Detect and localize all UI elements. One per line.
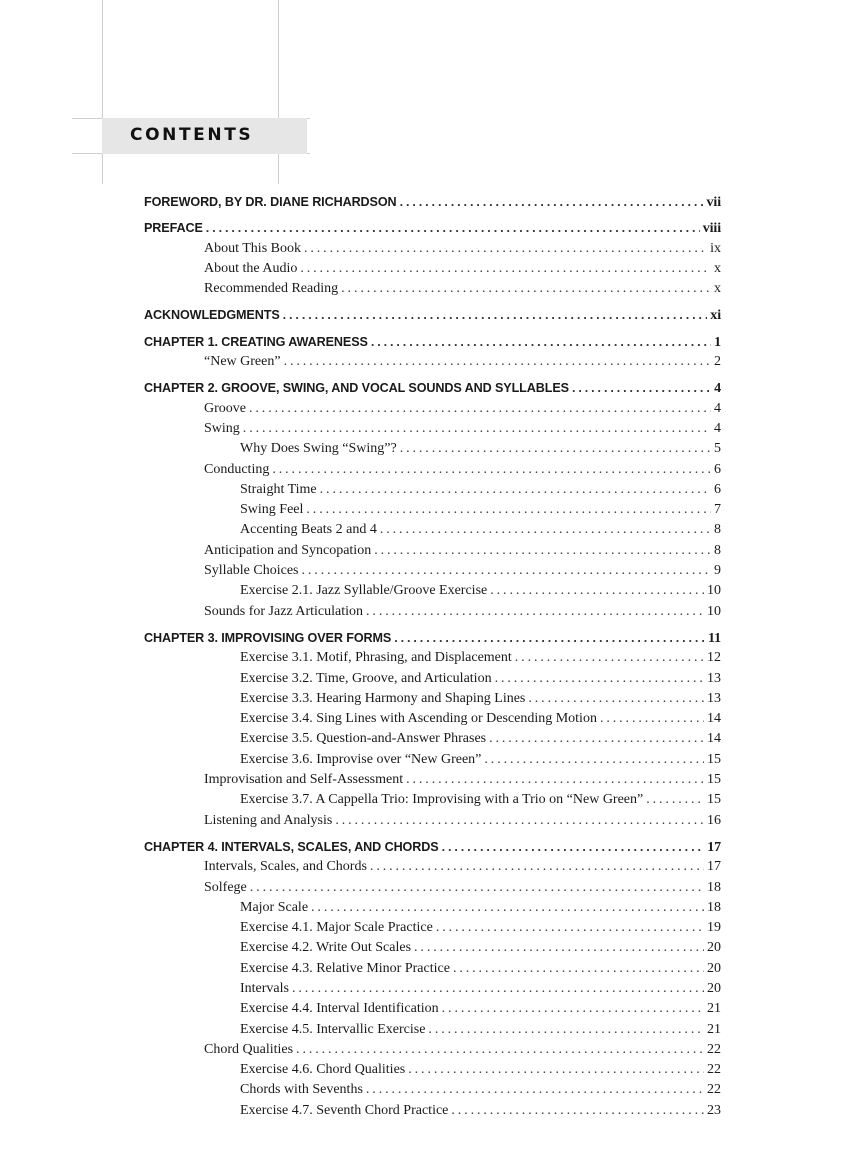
toc-entry[interactable] <box>144 938 721 958</box>
table-of-contents <box>144 192 721 1121</box>
toc-entry-label: Exercise 4.2. Write Out Scales <box>240 940 412 956</box>
toc-entry-page-number: 6 <box>714 461 721 477</box>
toc-entry-page-number: 15 <box>707 751 721 767</box>
dot-leader <box>341 279 711 299</box>
dot-leader <box>528 689 704 709</box>
dot-leader <box>366 1080 704 1100</box>
toc-entry-label: CHAPTER 1. CREATING AWARENESS <box>144 334 368 349</box>
toc-entry-label: PREFACE <box>144 221 203 236</box>
dot-leader <box>335 811 704 831</box>
dot-leader <box>436 918 704 938</box>
toc-entry[interactable] <box>144 669 721 689</box>
dot-leader <box>490 581 704 601</box>
toc-entry-page-number: 12 <box>707 650 721 666</box>
toc-entry-label: Exercise 4.1. Major Scale Practice <box>240 920 433 936</box>
dot-leader <box>414 938 704 958</box>
toc-entry[interactable] <box>144 279 721 299</box>
toc-entry-label: CHAPTER 3. IMPROVISING OVER FORMS <box>144 630 392 645</box>
dot-leader <box>370 857 704 877</box>
dot-leader <box>572 378 711 398</box>
dot-leader <box>250 878 704 898</box>
toc-entry-page-number: 20 <box>707 980 721 996</box>
dot-leader <box>495 669 704 689</box>
toc-entry-page-number: vii <box>706 195 721 210</box>
toc-entry-page-number: 15 <box>707 792 721 808</box>
toc-entry-label: Major Scale <box>240 899 309 915</box>
toc-entry-label: Exercise 3.7. A Cappella Trio: Improvising with a Trio on “New Green” <box>240 792 644 808</box>
dot-leader <box>296 1040 704 1060</box>
dot-leader <box>400 192 704 212</box>
toc-entry-page-number: 8 <box>714 522 721 538</box>
toc-entry-page-number: 17 <box>707 839 721 855</box>
toc-entry-page-number: 18 <box>707 879 721 895</box>
toc-heading-entry[interactable] <box>144 628 721 648</box>
dot-leader <box>394 628 705 648</box>
toc-heading-entry[interactable] <box>144 837 721 857</box>
toc-entry-label: Listening and Analysis <box>204 812 333 828</box>
toc-entry[interactable] <box>144 857 721 877</box>
toc-entry-label: FOREWORD, BY DR. DIANE RICHARDSON <box>144 195 397 209</box>
toc-entry[interactable] <box>144 1060 721 1080</box>
toc-heading-entry[interactable] <box>144 332 721 352</box>
toc-entry[interactable] <box>144 561 721 581</box>
toc-entry-label: Straight Time <box>240 481 317 497</box>
toc-entry[interactable] <box>144 1040 721 1060</box>
toc-entry-label: CHAPTER 4. INTERVALS, SCALES, AND CHORDS <box>144 839 439 854</box>
toc-entry-page-number: 14 <box>707 731 721 747</box>
toc-entry-label: Intervals <box>240 980 289 996</box>
toc-entry[interactable] <box>144 602 721 622</box>
dot-leader <box>249 399 711 419</box>
toc-entry-page-number: x <box>714 260 721 276</box>
toc-entry[interactable] <box>144 770 721 790</box>
toc-entry[interactable] <box>144 520 721 540</box>
page-title: CONTENTS <box>130 125 254 145</box>
toc-entry[interactable] <box>144 460 721 480</box>
toc-entry-page-number: 20 <box>707 940 721 956</box>
toc-entry[interactable] <box>144 999 721 1019</box>
toc-entry-page-number: 10 <box>707 603 721 619</box>
toc-entry[interactable] <box>144 898 721 918</box>
toc-entry-label: CHAPTER 2. GROOVE, SWING, AND VOCAL SOUNDS AND SYLLABLES <box>144 381 569 396</box>
toc-entry-label: Anticipation and Syncopation <box>204 542 372 558</box>
toc-entry[interactable] <box>144 729 721 749</box>
dot-leader <box>243 419 711 439</box>
toc-entry-label: Exercise 4.5. Intervallic Exercise <box>240 1021 426 1037</box>
corner-rule-vertical-right <box>278 0 279 184</box>
toc-entry-label: ACKNOWLEDGMENTS <box>144 308 280 323</box>
toc-entry-page-number: 11 <box>707 630 721 646</box>
dot-leader <box>406 770 704 790</box>
dot-leader <box>320 480 711 500</box>
toc-entry-label: Accenting Beats 2 and 4 <box>240 522 377 538</box>
dot-leader <box>304 239 707 259</box>
toc-entry[interactable] <box>144 439 721 459</box>
dot-leader <box>489 729 704 749</box>
toc-entry[interactable] <box>144 541 721 561</box>
toc-entry-page-number: 7 <box>714 502 721 518</box>
toc-entry-label: Exercise 4.4. Interval Identification <box>240 1001 439 1017</box>
toc-entry-page-number: ix <box>710 240 721 256</box>
toc-entry[interactable] <box>144 750 721 770</box>
toc-entry[interactable] <box>144 1080 721 1100</box>
dot-leader <box>284 352 711 372</box>
toc-entry-page-number: 9 <box>714 563 721 579</box>
toc-entry[interactable] <box>144 648 721 668</box>
toc-entry-label: Sounds for Jazz Articulation <box>204 603 364 619</box>
toc-entry-label: Exercise 3.5. Question-and-Answer Phrases <box>240 731 487 747</box>
toc-entry-label: Exercise 4.3. Relative Minor Practice <box>240 960 450 976</box>
toc-entry[interactable] <box>144 352 721 372</box>
toc-entry-page-number: 19 <box>707 920 721 936</box>
toc-entry[interactable] <box>144 790 721 810</box>
toc-entry-page-number: 14 <box>707 711 721 727</box>
toc-entry-label: About This Book <box>204 240 301 256</box>
toc-entry-label: Solfege <box>204 879 247 895</box>
toc-entry-page-number: 1 <box>714 334 721 350</box>
toc-heading-entry[interactable] <box>144 378 721 398</box>
dot-leader <box>400 439 711 459</box>
dot-leader <box>371 332 711 352</box>
toc-entry-label: Chords with Sevenths <box>240 1082 363 1098</box>
toc-entry-label: Exercise 4.7. Seventh Chord Practice <box>240 1102 449 1118</box>
toc-entry-label: Exercise 3.1. Motif, Phrasing, and Displacement <box>240 650 512 666</box>
toc-entry[interactable] <box>144 709 721 729</box>
toc-entry[interactable] <box>144 581 721 601</box>
toc-entry-page-number: 22 <box>707 1082 721 1098</box>
dot-leader <box>442 999 704 1019</box>
toc-entry-label: Exercise 3.4. Sing Lines with Ascending or Descending Motion <box>240 711 597 727</box>
toc-entry-label: Swing <box>204 420 240 436</box>
toc-entry-page-number: 20 <box>707 960 721 976</box>
dot-leader <box>272 460 711 480</box>
toc-entry-page-number: 18 <box>707 899 721 915</box>
dot-leader <box>408 1060 704 1080</box>
dot-leader <box>646 790 704 810</box>
toc-entry-page-number: 4 <box>714 381 721 397</box>
toc-entry-page-number: 4 <box>714 420 721 436</box>
toc-entry[interactable] <box>144 959 721 979</box>
toc-entry[interactable] <box>144 480 721 500</box>
toc-entry[interactable] <box>144 878 721 898</box>
dot-leader <box>306 500 711 520</box>
toc-entry-page-number: 16 <box>707 812 721 828</box>
toc-entry-page-number: 13 <box>707 670 721 686</box>
toc-entry-page-number: 21 <box>707 1021 721 1037</box>
toc-entry-page-number: viii <box>702 221 721 237</box>
toc-entry[interactable] <box>144 689 721 709</box>
toc-entry-page-number: 21 <box>707 1001 721 1017</box>
dot-leader <box>311 898 704 918</box>
toc-entry-label: Exercise 3.6. Improvise over “New Green” <box>240 751 482 767</box>
toc-entry[interactable] <box>144 811 721 831</box>
toc-entry-label: Exercise 4.6. Chord Qualities <box>240 1062 406 1078</box>
toc-entry[interactable] <box>144 918 721 938</box>
dot-leader <box>442 837 705 857</box>
toc-entry-page-number: 13 <box>707 690 721 706</box>
dot-leader <box>302 561 712 581</box>
dot-leader <box>428 1020 704 1040</box>
toc-entry-label: About the Audio <box>204 260 298 276</box>
dot-leader <box>380 520 711 540</box>
toc-entry-label: “New Green” <box>204 354 281 370</box>
dot-leader <box>300 259 711 279</box>
toc-heading-entry[interactable] <box>144 218 721 238</box>
toc-entry-page-number: 10 <box>707 583 721 599</box>
dot-leader <box>453 959 704 979</box>
dot-leader <box>292 979 704 999</box>
dot-leader <box>515 648 704 668</box>
toc-entry-label: Exercise 3.3. Hearing Harmony and Shaping Lines <box>240 690 526 706</box>
toc-entry[interactable] <box>144 500 721 520</box>
toc-entry-label: Groove <box>204 400 246 416</box>
toc-entry-label: Why Does Swing “Swing”? <box>240 441 397 457</box>
dot-leader <box>600 709 704 729</box>
toc-entry-page-number: 22 <box>707 1062 721 1078</box>
toc-entry-label: Swing Feel <box>240 502 304 518</box>
toc-entry-page-number: x <box>714 281 721 297</box>
toc-entry-page-number: 6 <box>714 481 721 497</box>
toc-entry[interactable] <box>144 979 721 999</box>
toc-entry-label: Exercise 2.1. Jazz Syllable/Groove Exercise <box>240 583 488 599</box>
toc-entry-page-number: 8 <box>714 542 721 558</box>
dot-leader <box>366 602 704 622</box>
toc-entry[interactable] <box>144 419 721 439</box>
dot-leader <box>451 1101 704 1121</box>
toc-entry[interactable] <box>144 399 721 419</box>
dot-leader <box>374 541 711 561</box>
dot-leader <box>283 305 708 325</box>
toc-entry-label: Chord Qualities <box>204 1041 294 1057</box>
toc-entry-page-number: 5 <box>714 441 721 457</box>
toc-entry-label: Recommended Reading <box>204 281 339 297</box>
toc-entry-label: Conducting <box>204 461 270 477</box>
toc-entry-label: Intervals, Scales, and Chords <box>204 859 367 875</box>
toc-entry[interactable] <box>144 259 721 279</box>
toc-heading-entry[interactable] <box>144 305 721 325</box>
corner-rule-vertical-left <box>102 0 103 184</box>
toc-entry[interactable] <box>144 1101 721 1121</box>
toc-entry-page-number: 4 <box>714 400 721 416</box>
toc-entry-page-number: 23 <box>707 1102 721 1118</box>
toc-entry[interactable] <box>144 239 721 259</box>
toc-entry-label: Improvisation and Self-Assessment <box>204 772 404 788</box>
toc-entry-page-number: 17 <box>707 859 721 875</box>
toc-entry-page-number: xi <box>710 308 721 324</box>
dot-leader <box>484 750 704 770</box>
toc-entry[interactable] <box>144 1020 721 1040</box>
toc-entry-label: Syllable Choices <box>204 563 299 579</box>
toc-entry-page-number: 2 <box>714 354 721 370</box>
toc-entry-label: Exercise 3.2. Time, Groove, and Articulation <box>240 670 492 686</box>
toc-heading-entry[interactable] <box>144 192 721 212</box>
toc-entry-page-number: 22 <box>707 1041 721 1057</box>
toc-entry-page-number: 15 <box>707 772 721 788</box>
dot-leader <box>206 218 700 238</box>
